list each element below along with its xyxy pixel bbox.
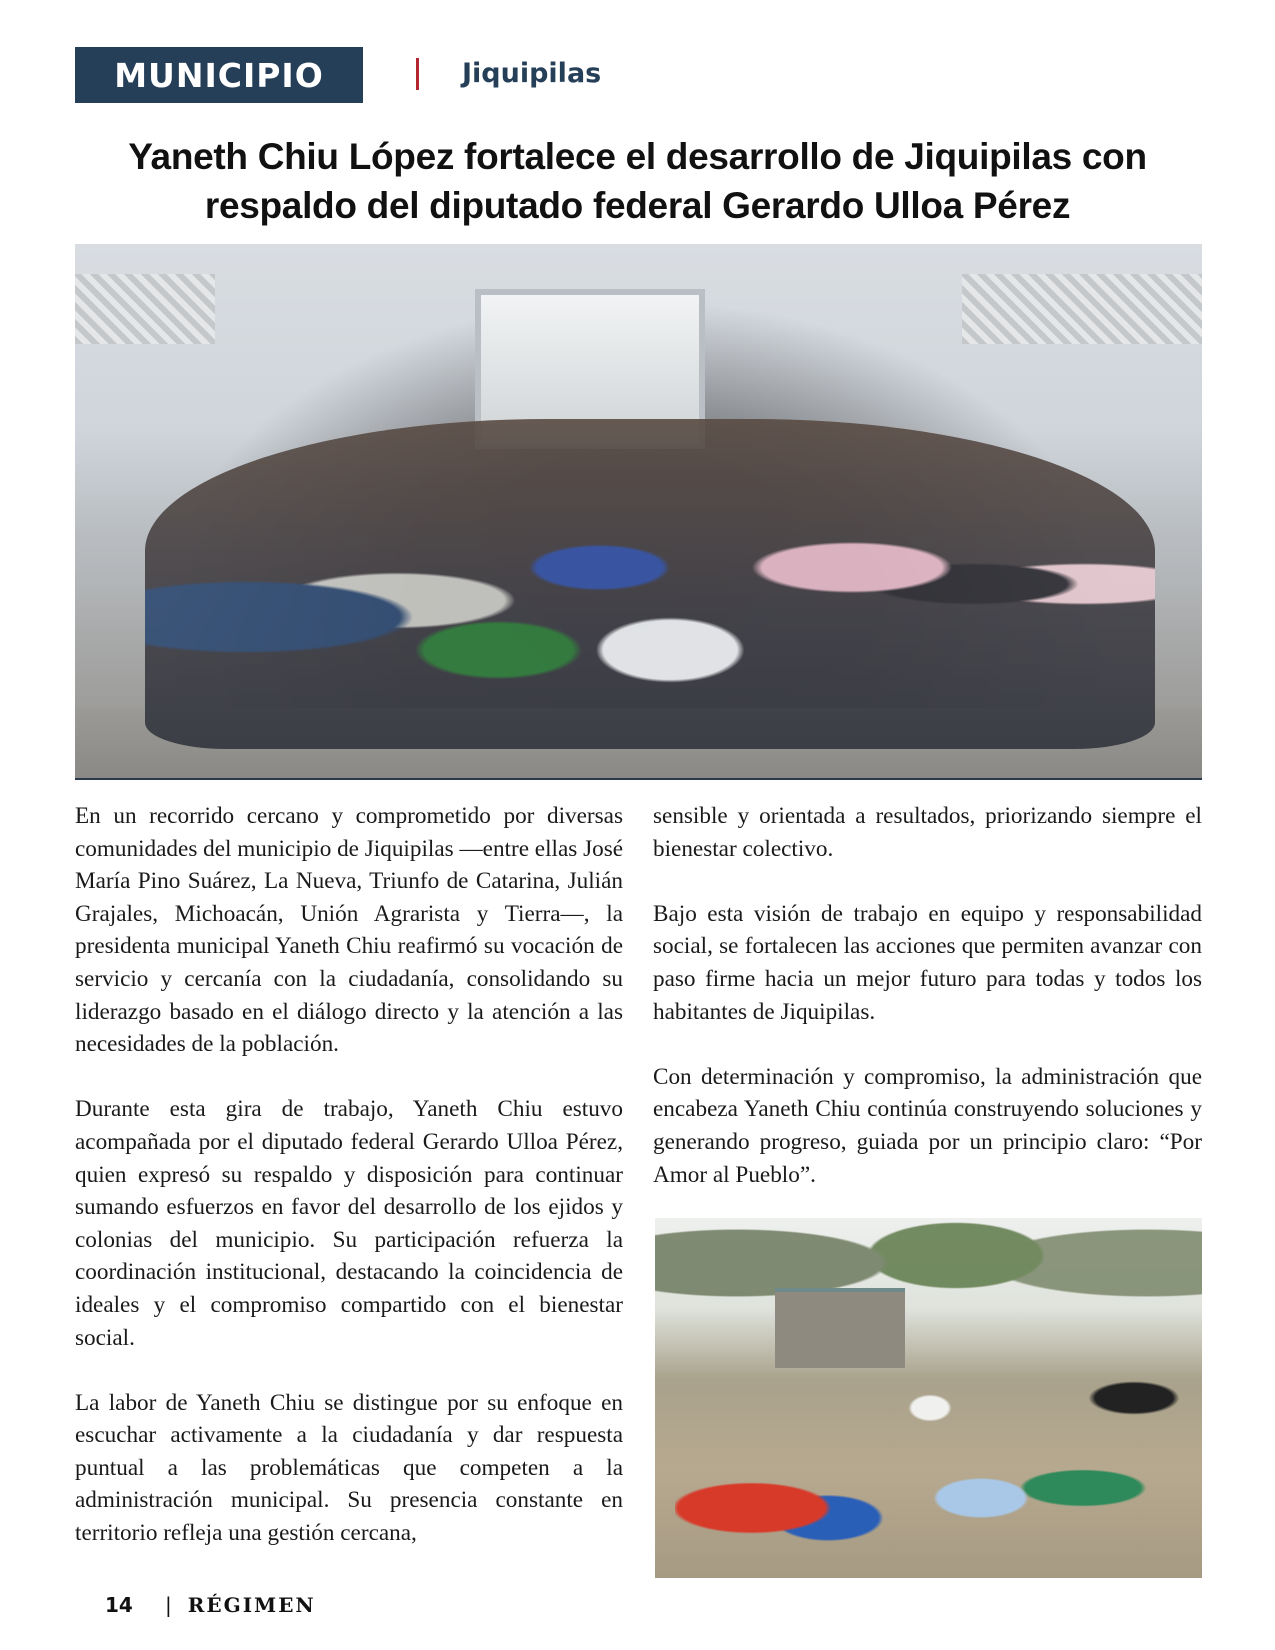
photo-wall-lattice-right <box>962 274 1202 344</box>
photo-crowd <box>145 419 1155 749</box>
section-badge: MUNICIPIO <box>75 47 363 103</box>
page-number: 14 <box>105 1593 133 1617</box>
page-footer <box>105 1593 316 1617</box>
article-column-right <box>653 800 1202 1191</box>
article-paragraph: Bajo esta visión de trabajo en equipo y responsabilidad social, se fortalecen las acciones que permiten avanzar con paso firme hacia un mejor futuro para todas y todos los habitantes de Jiquipilas. <box>653 900 1202 1025</box>
main-photo <box>75 244 1202 780</box>
section-place: Jiquipilas <box>462 58 602 89</box>
article-column-left <box>75 800 623 1550</box>
photo-people <box>675 1368 1185 1568</box>
photo-wall-lattice-left <box>75 274 215 344</box>
footer-separator: | <box>165 1593 172 1617</box>
photo-trees <box>655 1218 1202 1368</box>
article-paragraph: Con determinación y compromiso, la administración que encabeza Yaneth Chiu continúa construyendo soluciones y generando progreso, guiada por un principio claro: “Por Amor al Pueblo”. <box>653 1063 1202 1188</box>
article-paragraph: Durante esta gira de trabajo, Yaneth Chiu estuvo acompañada por el diputado federal Gerardo Ulloa Pérez, quien expresó su respaldo y disposición para continuar sumando esfuerzos en favor del desarrollo de los ejidos y colonias del municipio. Su participación refuerza la coordinación institucional, destacando la coincidencia de ideales y el compromiso compartido con el bienestar social. <box>75 1096 623 1351</box>
article-paragraph: En un recorrido cercano y comprometido por diversas comunidades del municipio de Jiquipilas —entre ellas José María Pino Suárez, La Nueva, Triunfo de Catarina, Julián Grajales, Michoacán, Unión Agrarista y Tierra—, la presidenta municipal Yaneth Chiu reafirmó su vocación de servicio y cercanía con la ciudadanía, consolidando su liderazgo basado en el diálogo directo y la atención a las necesidades de la población. <box>75 803 624 1058</box>
article-headline: Yaneth Chiu López fortalece el desarrollo de Jiquipilas con respaldo del diputado federal Gerardo Ulloa Pérez <box>128 136 1147 226</box>
section-divider <box>416 58 419 90</box>
article-paragraph: La labor de Yaneth Chiu se distingue por su enfoque en escuchar activamente a la ciudadanía y dar respuesta puntual a las problemáticas que competen a la administración municipal. Su presencia constante en territorio refleja una gestión cercana, <box>75 1389 623 1547</box>
article-paragraph: sensible y orientada a resultados, priorizando siempre el bienestar colectivo. <box>653 803 1202 862</box>
magazine-name: RÉGIMEN <box>187 1593 316 1617</box>
photo-building <box>775 1288 905 1368</box>
secondary-photo <box>655 1218 1202 1578</box>
